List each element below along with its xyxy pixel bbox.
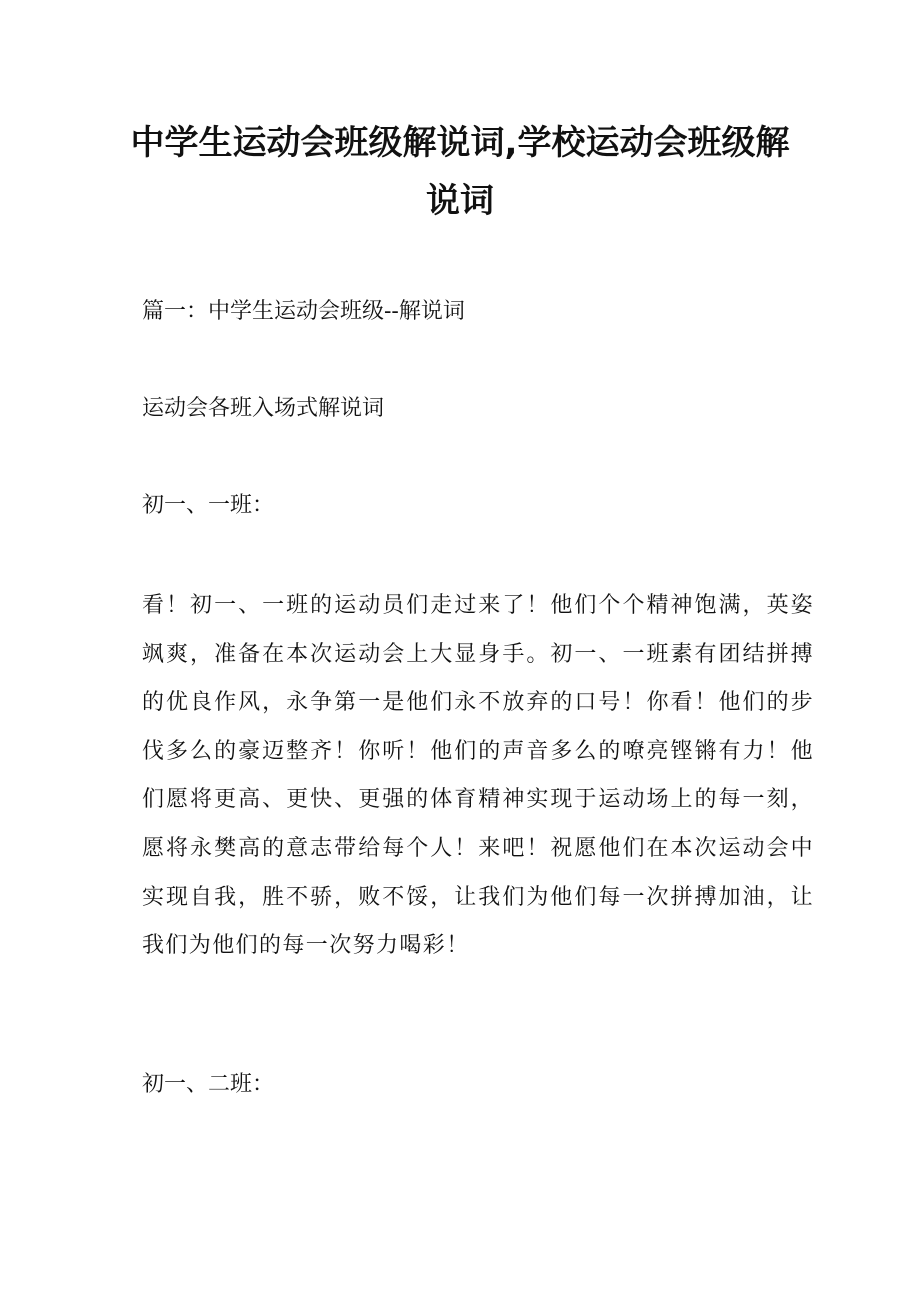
subheading: 运动会各班入场式解说词 <box>142 396 385 421</box>
class-1-paragraph: 看！初一、一班的运动员们走过来了！他们个个精神饱满，英姿飒爽，准备在本次运动会上大显身手。初一、一班素有团结拼搏的优良作风，永争第一是他们永不放弃的口号！你看！他们的步伐多么的豪迈整齐！你听！他们的声音多么的嘹亮铿锵有力！他们愿将更高、更快、更强的体育精神实现于运动场上的每一刻，愿将永樊高的意志带给每个人！来吧！祝愿他们在本次运动会中实现自我，胜不骄，败不馁，让我们为他们每一次拼搏加油，让我们为他们的每一次努力喝彩！ <box>142 593 814 959</box>
class-1-label: 初一、一班： <box>142 493 275 518</box>
class-2-label: 初一、二班： <box>142 1072 275 1097</box>
section-heading: 篇一：中学生运动会班级--解说词 <box>142 299 465 324</box>
document-title: 中学生运动会班级解说词,学校运动会班级解说词 <box>130 123 790 221</box>
